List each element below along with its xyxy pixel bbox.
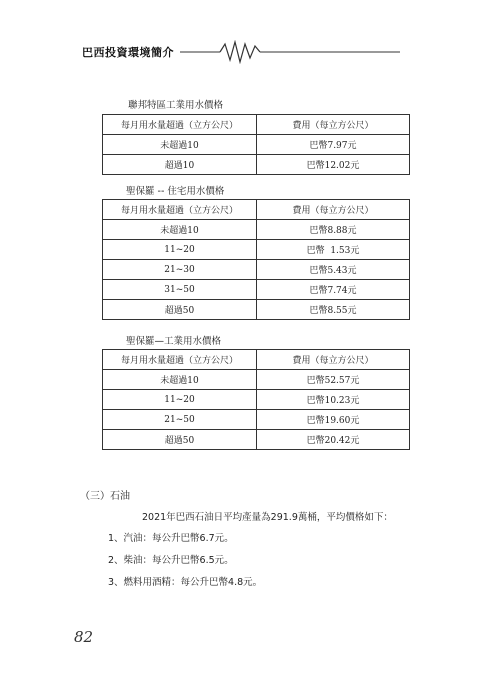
table-row	[103, 135, 410, 155]
table-1-caption: 聯邦特區工業用水價格	[128, 100, 224, 111]
price-cell: 巴幣8.88元	[257, 220, 410, 240]
table-2-caption: 聖保羅 -- 住宅用水價格	[126, 186, 225, 197]
table-row	[103, 300, 410, 320]
usage-cell: 超過50	[103, 430, 257, 450]
price-cell: 巴幣5.43元	[257, 260, 410, 280]
price-cell: 巴幣10.23元	[257, 390, 410, 410]
price-cell: 巴幣 1.53元	[257, 240, 410, 260]
table-row	[103, 410, 410, 430]
header-title: 巴西投資環境簡介	[82, 46, 174, 59]
table-2	[102, 199, 410, 320]
table-3-caption: 聖保羅—工業用水價格	[126, 336, 222, 347]
header-cell: 每月用水量超過（立方公尺）	[103, 200, 257, 220]
usage-cell: 11~20	[103, 240, 257, 260]
table-row	[103, 390, 410, 410]
price-cell: 巴幣8.55元	[257, 300, 410, 320]
table-row	[103, 280, 410, 300]
header-cell: 每月用水量超過（立方公尺）	[103, 115, 257, 135]
header-cell: 每月用水量超過（立方公尺）	[103, 350, 257, 370]
table-row	[103, 430, 410, 450]
list-item: 2、柴油：每公升巴幣6.5元。	[108, 555, 234, 566]
section-intro: 2021年巴西石油日平均產量為291.9萬桶，平均價格如下：	[142, 512, 393, 523]
table-row	[103, 220, 410, 240]
list-item: 3、燃料用酒精：每公升巴幣4.8元。	[108, 577, 263, 588]
price-cell: 巴幣7.97元	[257, 135, 410, 155]
usage-cell: 未超過10	[103, 135, 257, 155]
usage-cell: 31~50	[103, 280, 257, 300]
running-header	[82, 40, 402, 64]
table-row	[103, 260, 410, 280]
usage-cell: 超過10	[103, 155, 257, 175]
section-title: （三）石油	[80, 491, 130, 502]
header-cell: 費用（每立方公尺）	[257, 200, 410, 220]
price-cell: 巴幣52.57元	[257, 370, 410, 390]
table-row	[103, 240, 410, 260]
table-header-row	[103, 200, 410, 220]
table-1	[102, 114, 410, 175]
price-cell: 巴幣12.02元	[257, 155, 410, 175]
price-cell: 巴幣20.42元	[257, 430, 410, 450]
price-cell: 巴幣19.60元	[257, 410, 410, 430]
table-row	[103, 155, 410, 175]
usage-cell: 11~20	[103, 390, 257, 410]
page-number: 82	[74, 628, 94, 646]
table-row	[103, 370, 410, 390]
usage-cell: 21~50	[103, 410, 257, 430]
usage-cell: 未超過10	[103, 370, 257, 390]
header-cell: 費用（每立方公尺）	[257, 350, 410, 370]
table-header-row	[103, 115, 410, 135]
usage-cell: 21~30	[103, 260, 257, 280]
list-item: 1、汽油：每公升巴幣6.7元。	[108, 533, 234, 544]
table-3	[102, 349, 410, 450]
header-cell: 費用（每立方公尺）	[257, 115, 410, 135]
price-cell: 巴幣7.74元	[257, 280, 410, 300]
usage-cell: 超過50	[103, 300, 257, 320]
table-header-row	[103, 350, 410, 370]
usage-cell: 未超過10	[103, 220, 257, 240]
